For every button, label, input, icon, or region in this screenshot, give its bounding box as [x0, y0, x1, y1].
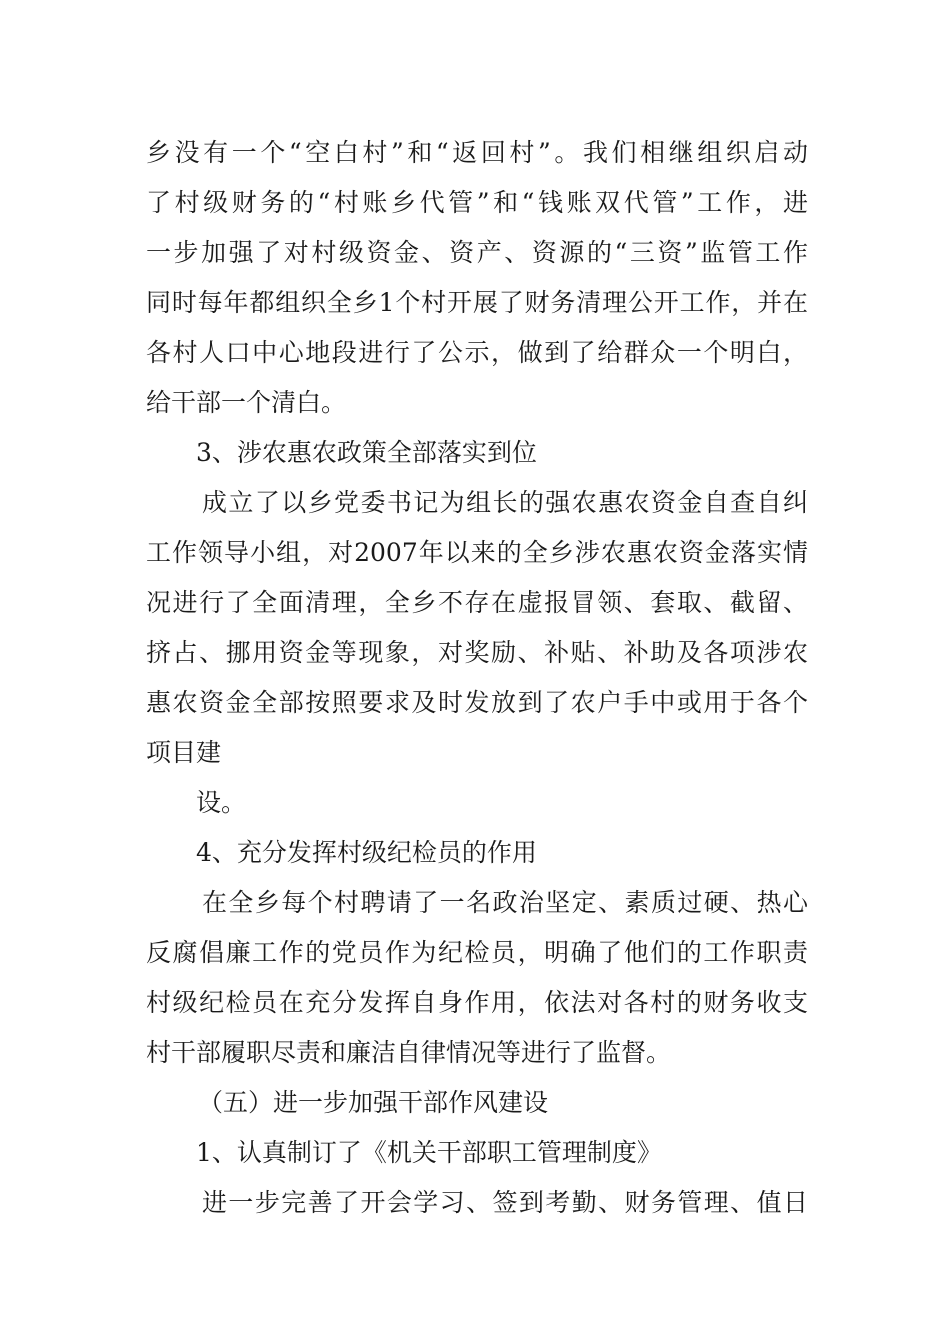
paragraph-line: 在全乡每个村聘请了一名政治坚定、素质过硬、热心	[202, 888, 808, 917]
paragraph-line: 成立了以乡党委书记为组长的强农惠农资金自查自纠	[202, 488, 808, 517]
paragraph-line: 村干部履职尽责和廉洁自律情况等进行了监督。	[146, 1038, 672, 1067]
paragraph-line: 工作领导小组，对2007年以来的全乡涉农惠农资金落实情	[146, 538, 808, 567]
document-body	[146, 128, 808, 1228]
paragraph-line: 挤占、挪用资金等现象，对奖励、补贴、补助及各项涉农	[146, 638, 808, 667]
paragraph-line: 惠农资金全部按照要求及时发放到了农户手中或用于各个	[146, 688, 808, 717]
paragraph-line: 各村人口中心地段进行了公示，做到了给群众一个明白，	[146, 338, 808, 367]
paragraph-line: 一步加强了对村级资金、资产、资源的“三资”监管工作	[146, 238, 808, 267]
paragraph-line: 反腐倡廉工作的党员作为纪检员，明确了他们的工作职责	[146, 938, 808, 967]
paragraph-line: 况进行了全面清理，全乡不存在虚报冒领、套取、截留、	[146, 588, 808, 617]
paragraph-line: 乡没有一个“空白村”和“返回村”。我们相继组织启动	[146, 138, 808, 167]
paragraph-line: 进一步完善了开会学习、签到考勤、财务管理、值日	[202, 1188, 808, 1217]
section-heading: 4、充分发挥村级纪检员的作用	[196, 838, 537, 867]
paragraph-line: 给干部一个清白。	[146, 388, 347, 417]
paragraph-line: 了村级财务的“村账乡代管”和“钱账双代管”工作，进	[146, 188, 808, 217]
section-heading: 3、涉农惠农政策全部落实到位	[196, 438, 537, 467]
paragraph-line: 项目建	[146, 738, 222, 767]
section-heading: （五）进一步加强干部作风建设	[198, 1088, 549, 1117]
paragraph-line: 村级纪检员在充分发挥自身作用，依法对各村的财务收支	[146, 988, 808, 1017]
paragraph-line: 同时每年都组织全乡1个村开展了财务清理公开工作，并在	[146, 288, 808, 317]
section-heading: 1、认真制订了《机关干部职工管理制度》	[196, 1138, 662, 1167]
paragraph-line: 设。	[196, 788, 247, 817]
